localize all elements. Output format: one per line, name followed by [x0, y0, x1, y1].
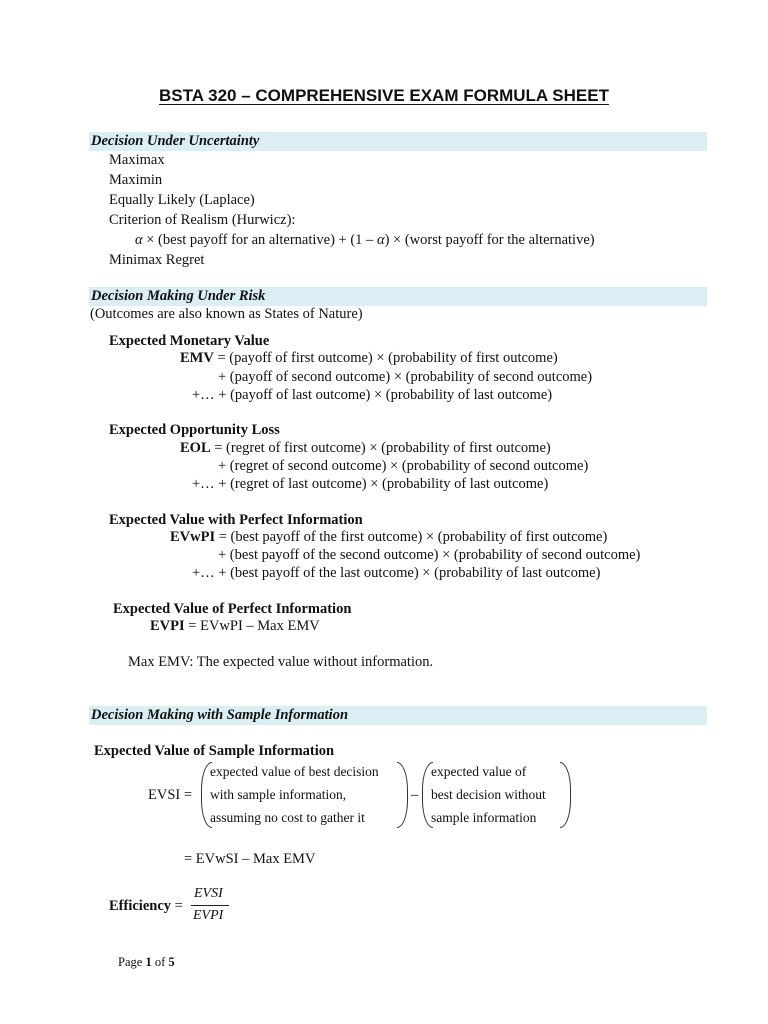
max-emv-note: Max EMV: The expected value without information. [128, 654, 434, 670]
evsi-label: EVSI = [148, 787, 193, 803]
evsi-equals-line: = EVwSI – Max EMV [184, 851, 316, 867]
list-item: Equally Likely (Laplace) [109, 192, 255, 208]
hurwicz-formula-part2: ) × (worst payoff for the alternative) [384, 232, 595, 248]
efficiency-equals: = [171, 898, 183, 914]
left-paren-close [397, 762, 408, 828]
risk-note: (Outcomes are also known as States of Nature) [90, 306, 363, 322]
evsi-minus: – [411, 787, 419, 803]
fraction-bar [191, 905, 229, 906]
list-item: Criterion of Realism (Hurwicz): [109, 212, 296, 228]
evpi-title: Expected Value of Perfect Information [113, 601, 352, 617]
section-heading-risk: Decision Making Under Risk [91, 288, 266, 304]
emv-title: Expected Monetary Value [109, 333, 270, 349]
footer-page-num: 1 [145, 955, 152, 969]
evsi-right-line3: sample information [431, 810, 537, 825]
evpi-formula [150, 618, 320, 635]
emv-line3: +… + (payoff of last outcome) × (probability of last outcome) [192, 387, 553, 403]
evwpi-line1 [170, 529, 607, 546]
hurwicz-formula [135, 232, 595, 249]
efficiency-formula [109, 898, 183, 915]
evwpi-label: EVwPI [170, 529, 216, 545]
section-band-uncertainty [89, 132, 707, 151]
evsi-right-line1: expected value of [431, 764, 527, 779]
footer-page-total: 5 [168, 955, 175, 969]
page-title [0, 86, 768, 106]
emv-line1-text: = (payoff of first outcome) × (probability of first outcome) [213, 350, 558, 366]
evsi-left-line3: assuming no cost to gather it [210, 810, 365, 825]
list-item: Maximin [109, 172, 163, 188]
emv-label: EMV [180, 350, 214, 366]
section-heading-sample: Decision Making with Sample Information [91, 707, 349, 723]
footer-page-word: Page [118, 955, 146, 969]
evwpi-line3: +… + (best payoff of the last outcome) × (probability of last outcome) [192, 565, 601, 581]
alpha-symbol: α [376, 232, 385, 248]
evsi-left-line1: expected value of best decision [210, 764, 379, 779]
right-paren-close [560, 762, 571, 828]
eol-line1-text: = (regret of first outcome) × (probability of first outcome) [210, 440, 551, 456]
efficiency-label: Efficiency [109, 898, 172, 914]
evpi-label: EVPI [150, 618, 185, 634]
evsi-left-line2: with sample information, [210, 787, 347, 802]
footer-of-word: of [151, 955, 169, 969]
efficiency-denominator: EVPI [193, 908, 224, 923]
evsi-title: Expected Value of Sample Information [94, 743, 335, 759]
alpha-symbol: α [135, 232, 143, 248]
evpi-formula-text: = EVwPI – Max EMV [184, 618, 320, 634]
eol-line2: + (regret of second outcome) × (probability of second outcome) [218, 458, 589, 474]
evsi-right-line2: best decision without [431, 787, 546, 802]
list-item: Minimax Regret [109, 252, 205, 268]
evwpi-title: Expected Value with Perfect Information [109, 512, 363, 528]
efficiency-numerator: EVSI [194, 886, 223, 901]
eol-label: EOL [180, 440, 211, 456]
list-item: Maximax [109, 152, 165, 168]
hurwicz-formula-part1: × (best payoff for an alternative) + (1 – [142, 232, 377, 248]
emv-line2: + (payoff of second outcome) × (probability of second outcome) [218, 369, 593, 385]
emv-line1 [180, 350, 558, 367]
section-band-risk [89, 287, 707, 306]
eol-line1 [180, 440, 551, 457]
evwpi-line2: + (best payoff of the second outcome) × (probability of second outcome) [218, 547, 641, 563]
page-footer [118, 955, 175, 969]
evwpi-line1-text: = (best payoff of the first outcome) × (probability of first outcome) [215, 529, 608, 545]
page-title-text: BSTA 320 – COMPREHENSIVE EXAM FORMULA SHEET [159, 86, 609, 105]
section-band-sample [89, 706, 707, 725]
eol-title: Expected Opportunity Loss [109, 422, 280, 438]
eol-line3: +… + (regret of last outcome) × (probability of last outcome) [192, 476, 549, 492]
section-heading-uncertainty: Decision Under Uncertainty [91, 133, 260, 149]
